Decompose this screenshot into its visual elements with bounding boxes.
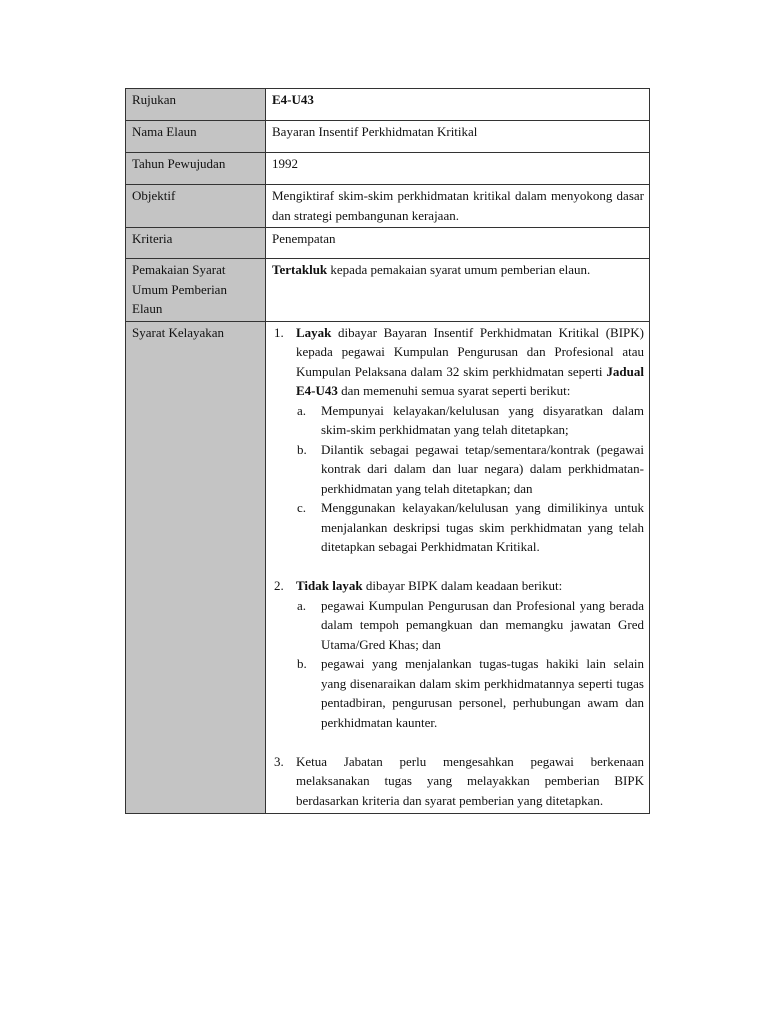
label-syarat-kelayakan: Syarat Kelayakan [126,321,266,814]
row-nama-elaun [126,121,650,153]
value-nama-elaun: Bayaran Insentif Perkhidmatan Kritikal [266,121,650,153]
sub-text: pegawai Kumpulan Pengurusan dan Profesional yang berada dalam tempoh pemangkuan dan memangku jawatan Gred Utama/Gred Khas; dan [321,597,644,652]
value-kriteria: Penempatan [266,228,650,259]
label-objektif: Objektif [126,185,266,228]
pemakaian-bold: Tertakluk [272,262,328,277]
label-kriteria: Kriteria [126,228,266,259]
item1-text-1: dibayar Bayaran Insentif Perkhidmatan Kritikal (BIPK) kepada pegawai Kumpulan Pengurusan dan Profesional atau Kumpulan Pelaksana dalam 32 skim perkhidmatan seperti [296,324,644,379]
item1-text-2: dan memenuhi semua syarat seperti berikut: [337,383,571,398]
item2-sub-list [296,596,644,733]
value-syarat-kelayakan [266,321,650,814]
syarat-numbered-list [272,323,644,811]
item1-sub-c [296,498,644,557]
item1-bold-jadual: Jadual E4-U43 [296,363,644,398]
label-nama-elaun: Nama Elaun [126,121,266,153]
item-number: 3. [274,753,284,769]
item3-text: Ketua Jabatan perlu mengesahkan pegawai berkenaan melaksanakan tugas yang melayakkan pemberian BIPK berdasarkan kriteria dan syarat pemberian yang ditetapkan. [296,753,644,808]
sub-letter: c. [297,500,307,515]
rujukan-code: E4-U43 [272,92,314,107]
label-rujukan: Rujukan [126,89,266,121]
item1-sub-a [296,401,644,440]
row-tahun-pewujudan [126,153,650,185]
item1-sub-b [296,440,644,499]
row-pemakaian [126,259,650,322]
row-rujukan [126,89,650,121]
syarat-item-1 [272,323,644,557]
value-objektif: Mengiktiraf skim-skim perkhidmatan kritikal dalam menyokong dasar dan strategi pembangunan kerajaan. [266,185,650,228]
sub-text: Mempunyai kelayakan/kelulusan yang disyaratkan dalam skim-skim perkhidmatan yang telah ditetapkan; [321,402,644,437]
syarat-item-3 [272,752,644,811]
sub-text: pegawai yang menjalankan tugas-tugas hakiki lain selain yang disenaraikan dalam skim perkhidmatannya seperti tugas pentadbiran, pengurusan personel, perhubungan awam dan perkhidmatan kaunter. [321,656,644,730]
allowance-table [125,88,650,814]
item-number: 1. [274,324,284,340]
value-tahun-pewujudan: 1992 [266,153,650,185]
label-pemakaian: Pemakaian Syarat Umum Pemberian Elaun [126,259,266,322]
row-kriteria [126,228,650,259]
item2-sub-b [296,654,644,732]
item-number: 2. [274,578,284,593]
label-tahun-pewujudan: Tahun Pewujudan [126,153,266,185]
sub-letter: a. [297,597,307,613]
row-syarat-kelayakan [126,321,650,814]
item2-sub-a [296,596,644,655]
sub-text: Menggunakan kelayakan/kelulusan yang dimilikinya untuk menjalankan deskripsi tugas skim perkhidmatan yang telah ditetapkan sebagai Perkhidmatan Kritikal. [321,500,644,554]
value-rujukan [266,89,650,121]
row-objektif [126,185,650,228]
sub-text: Dilantik sebagai pegawai tetap/sementara/kontrak (pegawai kontrak dari dalam dan luar negara) dalam perkhidmatan-perkhidmatan yang telah ditetapkan; dan [321,441,644,496]
item2-bold-tidak-layak: Tidak layak [296,578,363,593]
item2-text: dibayar BIPK dalam keadaan berikut: [362,578,563,593]
sub-letter: a. [297,402,307,418]
syarat-item-2 [272,576,644,732]
value-pemakaian [266,259,650,322]
item1-sub-list [296,401,644,557]
sub-letter: b. [297,441,307,457]
sub-letter: b. [297,656,307,671]
item1-bold-layak: Layak [296,324,332,340]
pemakaian-text: kepada pemakaian syarat umum pemberian elaun. [327,262,591,277]
